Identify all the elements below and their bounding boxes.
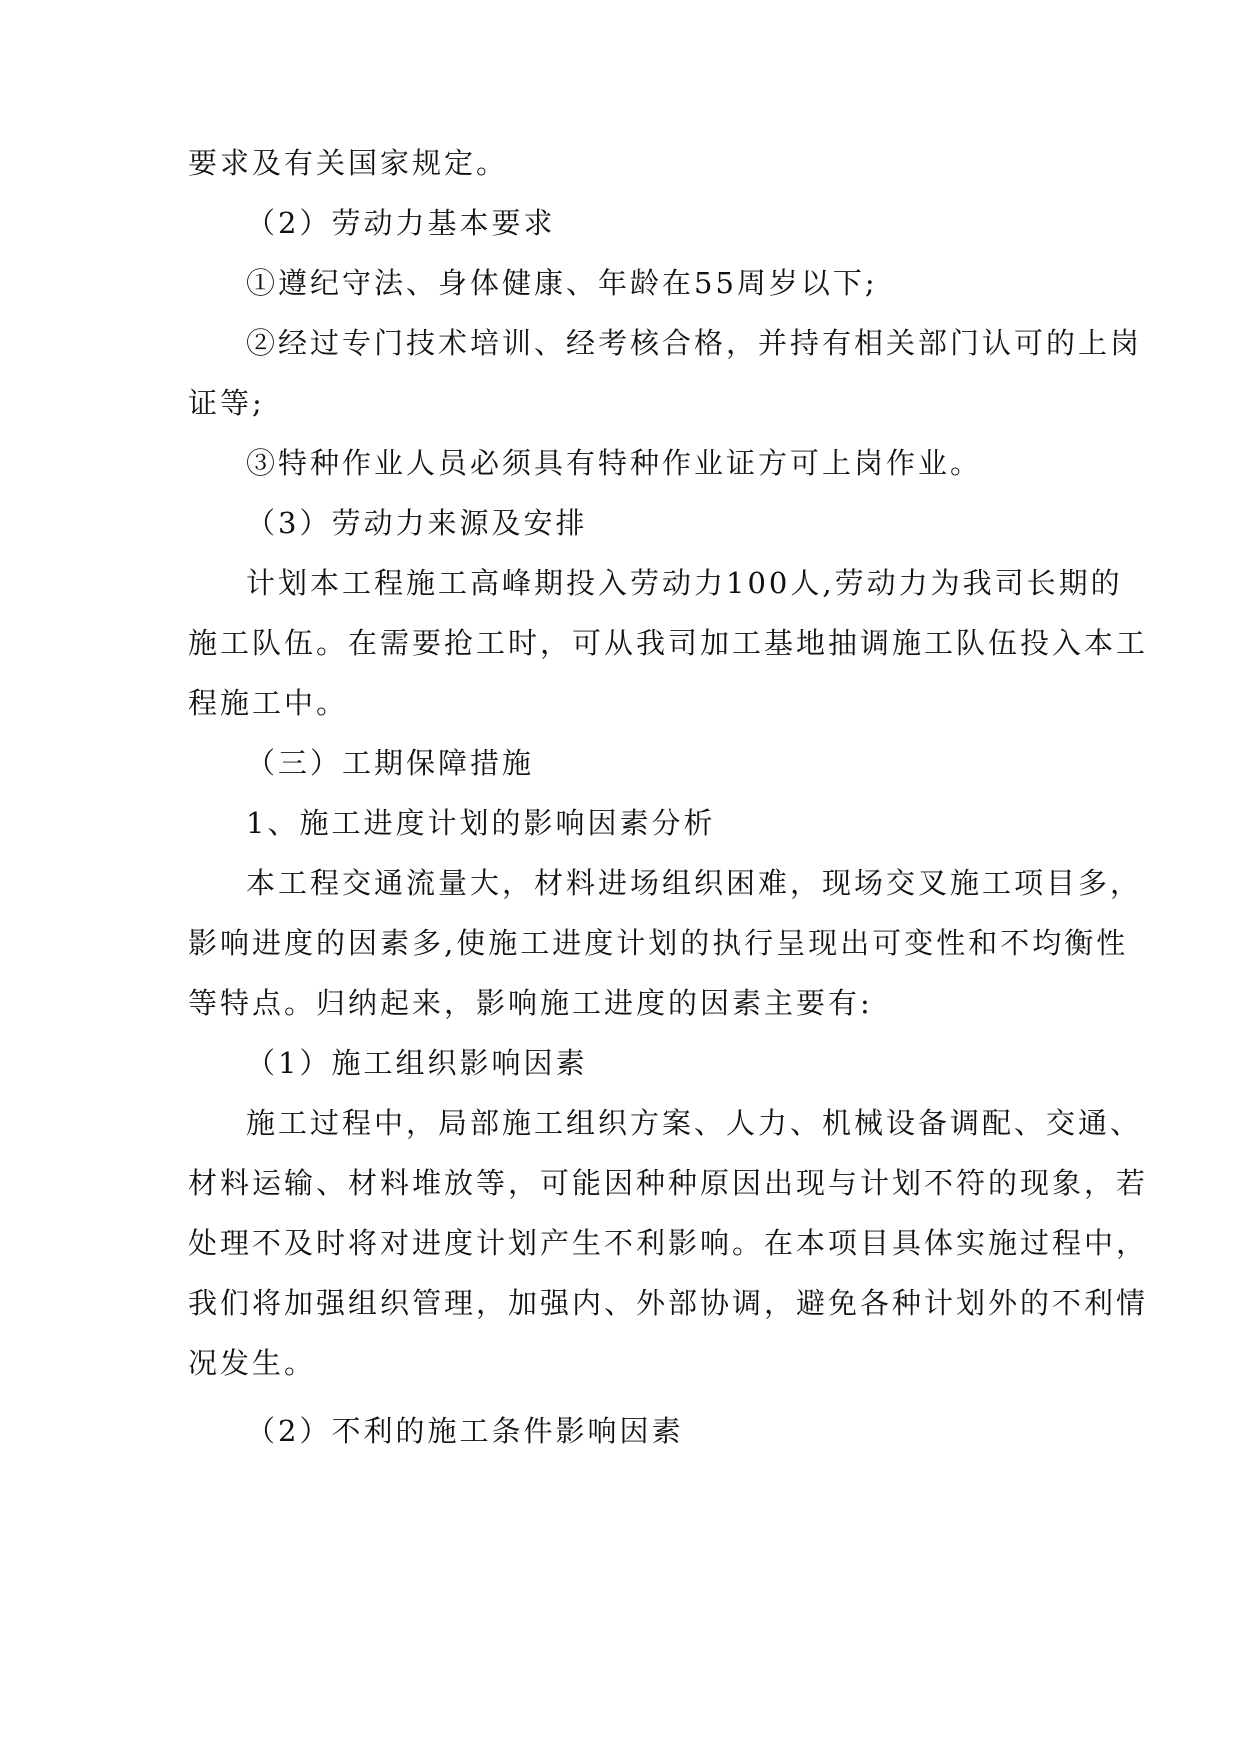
section-heading: （1）施工组织影响因素 [246, 1046, 588, 1080]
section-heading: （2）劳动力基本要求 [246, 206, 556, 240]
list-item: ①遵纪守法、身体健康、年龄在55周岁以下; [246, 266, 878, 300]
section-heading: 1、施工进度计划的影响因素分析 [246, 806, 716, 840]
paragraph-line: 影响进度的因素多,使施工进度计划的执行呈现出可变性和不均衡性 [188, 926, 1129, 960]
paragraph-line: 我们将加强组织管理，加强内、外部协调，避免各种计划外的不利情 [188, 1286, 1149, 1320]
paragraph-line: 处理不及时将对进度计划产生不利影响。在本项目具体实施过程中， [188, 1226, 1149, 1260]
paragraph-line: 本工程交通流量大，材料进场组织困难，现场交叉施工项目多， [246, 866, 1143, 900]
paragraph-line: 等特点。归纳起来，影响施工进度的因素主要有: [188, 986, 873, 1020]
list-item: ③特种作业人员必须具有特种作业证方可上岗作业。 [246, 446, 983, 480]
paragraph-line: 材料运输、材料堆放等，可能因种种原因出现与计划不符的现象，若 [188, 1166, 1149, 1200]
paragraph-line: 证等; [188, 386, 265, 420]
paragraph-line: 施工队伍。在需要抢工时，可从我司加工基地抽调施工队伍投入本工 [188, 626, 1149, 660]
paragraph-line: 程施工中。 [188, 686, 349, 720]
paragraph-line: 况发生。 [188, 1346, 317, 1380]
paragraph-line: 施工过程中，局部施工组织方案、人力、机械设备调配、交通、 [246, 1106, 1143, 1140]
section-heading: （2）不利的施工条件影响因素 [246, 1414, 684, 1448]
paragraph-line: 计划本工程施工高峰期投入劳动力100人,劳动力为我司长期的 [246, 566, 1123, 600]
paragraph-line: 要求及有关国家规定。 [188, 146, 509, 180]
section-heading: （3）劳动力来源及安排 [246, 506, 588, 540]
list-item: ②经过专门技术培训、经考核合格，并持有相关部门认可的上岗 [246, 326, 1143, 360]
section-heading: （三）工期保障措施 [246, 746, 535, 780]
